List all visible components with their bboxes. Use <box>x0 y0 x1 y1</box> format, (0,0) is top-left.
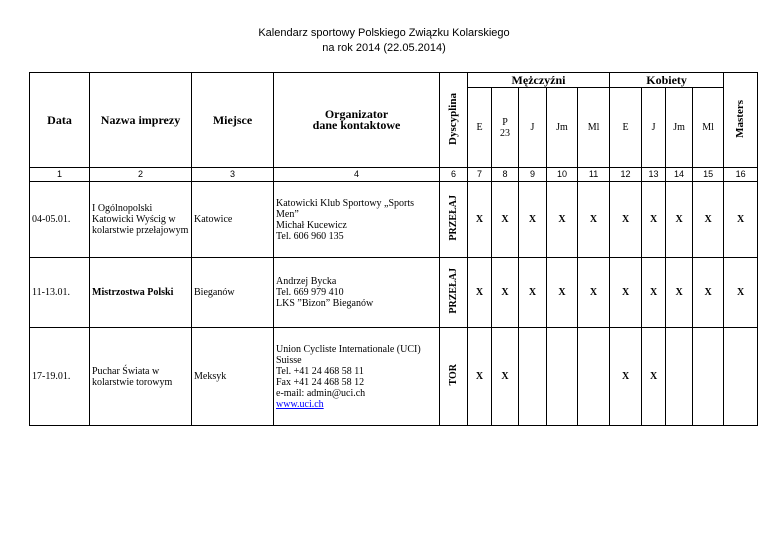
event-discipline: PRZEŁAJ <box>440 182 468 258</box>
organizer-line: Suisse <box>276 354 302 366</box>
category-mark: X <box>666 258 693 328</box>
event-date: 11-13.01. <box>30 258 90 328</box>
event-place: Katowice <box>192 182 274 258</box>
header-k-ml: Ml <box>693 88 724 168</box>
category-mark: X <box>610 328 642 426</box>
event-place: Bieganów <box>192 258 274 328</box>
header-dyscyplina: Dyscyplina <box>440 73 468 168</box>
category-mark: X <box>547 182 578 258</box>
organizer-link[interactable]: www.uci.ch <box>276 398 324 410</box>
organizer-line: Union Cycliste Internationale (UCI) <box>276 343 421 355</box>
header-kobiety: Kobiety <box>610 73 724 88</box>
header-k-jm: Jm <box>666 88 693 168</box>
category-mark: X <box>578 258 610 328</box>
event-organizer <box>274 328 440 426</box>
header-data: Data <box>30 73 90 168</box>
col-number: 10 <box>547 168 578 182</box>
col-number: 15 <box>693 168 724 182</box>
organizer-line: LKS ”Bizon” Bieganów <box>276 298 374 309</box>
category-mark: X <box>693 182 724 258</box>
col-number: 16 <box>724 168 758 182</box>
category-mark: X <box>724 258 758 328</box>
event-organizer <box>274 258 440 328</box>
category-mark: X <box>519 182 547 258</box>
category-mark: X <box>693 258 724 328</box>
category-mark: X <box>492 258 519 328</box>
header-organizator-line1: Organizator <box>324 107 389 121</box>
category-mark <box>693 328 724 426</box>
event-discipline: TOR <box>440 328 468 426</box>
page-title: Kalendarz sportowy Polskiego Związku Kolarskiego <box>258 27 510 39</box>
header-m-j: J <box>519 88 547 168</box>
header-masters: Masters <box>724 73 758 168</box>
header-m-ml: Ml <box>578 88 610 168</box>
event-name: Mistrzostwa Polski <box>90 258 192 328</box>
col-number: 7 <box>468 168 492 182</box>
organizer-line: Michał Kucewicz <box>276 219 347 231</box>
col-number: 1 <box>30 168 90 182</box>
header-k-e: E <box>610 88 642 168</box>
category-mark: X <box>468 328 492 426</box>
column-numbers-row <box>30 168 758 182</box>
event-date: 04-05.01. <box>30 182 90 258</box>
category-mark: X <box>642 328 666 426</box>
category-mark: X <box>666 182 693 258</box>
category-mark: X <box>519 258 547 328</box>
header-m-p: P 23 <box>492 88 519 168</box>
category-mark <box>666 328 693 426</box>
category-mark <box>519 328 547 426</box>
category-mark: X <box>468 258 492 328</box>
event-discipline: PRZEŁAJ <box>440 258 468 328</box>
organizer-line: Tel. 669 979 410 <box>276 287 344 298</box>
header-organizator <box>274 73 440 168</box>
event-date: 17-19.01. <box>30 328 90 426</box>
col-number: 2 <box>90 168 192 182</box>
col-number: 8 <box>492 168 519 182</box>
event-name: I Ogólnopolski Katowicki Wyścig w kolarstwie przełajowym <box>90 182 192 258</box>
col-number: 4 <box>274 168 440 182</box>
event-place: Meksyk <box>192 328 274 426</box>
category-mark <box>724 328 758 426</box>
category-mark: X <box>547 258 578 328</box>
col-number: 11 <box>578 168 610 182</box>
event-name: Puchar Świata w kolarstwie torowym <box>90 328 192 426</box>
organizer-line: Tel. +41 24 468 58 11 <box>276 365 364 377</box>
category-mark: X <box>610 258 642 328</box>
table-row <box>30 182 758 258</box>
calendar-table <box>29 72 758 426</box>
col-number: 13 <box>642 168 666 182</box>
col-number: 3 <box>192 168 274 182</box>
header-nazwa: Nazwa imprezy <box>90 73 192 168</box>
header-m-e: E <box>468 88 492 168</box>
col-number: 14 <box>666 168 693 182</box>
col-number: 12 <box>610 168 642 182</box>
header-mezczyzni: Mężczyźni <box>468 73 610 88</box>
category-mark: X <box>492 328 519 426</box>
category-mark <box>547 328 578 426</box>
category-mark <box>578 328 610 426</box>
category-mark: X <box>468 182 492 258</box>
category-mark: X <box>642 182 666 258</box>
event-organizer <box>274 182 440 258</box>
header-m-jm: Jm <box>547 88 578 168</box>
col-number: 6 <box>440 168 468 182</box>
organizer-line: Tel. 606 960 135 <box>276 230 344 242</box>
organizer-line: Fax +41 24 468 58 12 <box>276 376 365 388</box>
header-organizator-line2: dane kontaktowe <box>312 118 401 132</box>
organizer-line: Andrzej Bycka <box>276 276 337 287</box>
header-k-j: J <box>642 88 666 168</box>
category-mark: X <box>724 182 758 258</box>
header-miejsce: Miejsce <box>192 73 274 168</box>
category-mark: X <box>610 182 642 258</box>
table-row <box>30 328 758 426</box>
table-row <box>30 258 758 328</box>
col-number: 9 <box>519 168 547 182</box>
organizer-line: e-mail: admin@uci.ch <box>276 387 366 399</box>
page-subtitle: na rok 2014 (22.05.2014) <box>322 42 446 54</box>
category-mark: X <box>578 182 610 258</box>
category-mark: X <box>492 182 519 258</box>
organizer-line: Katowicki Klub Sportowy „Sports Men” <box>276 197 415 220</box>
category-mark: X <box>642 258 666 328</box>
